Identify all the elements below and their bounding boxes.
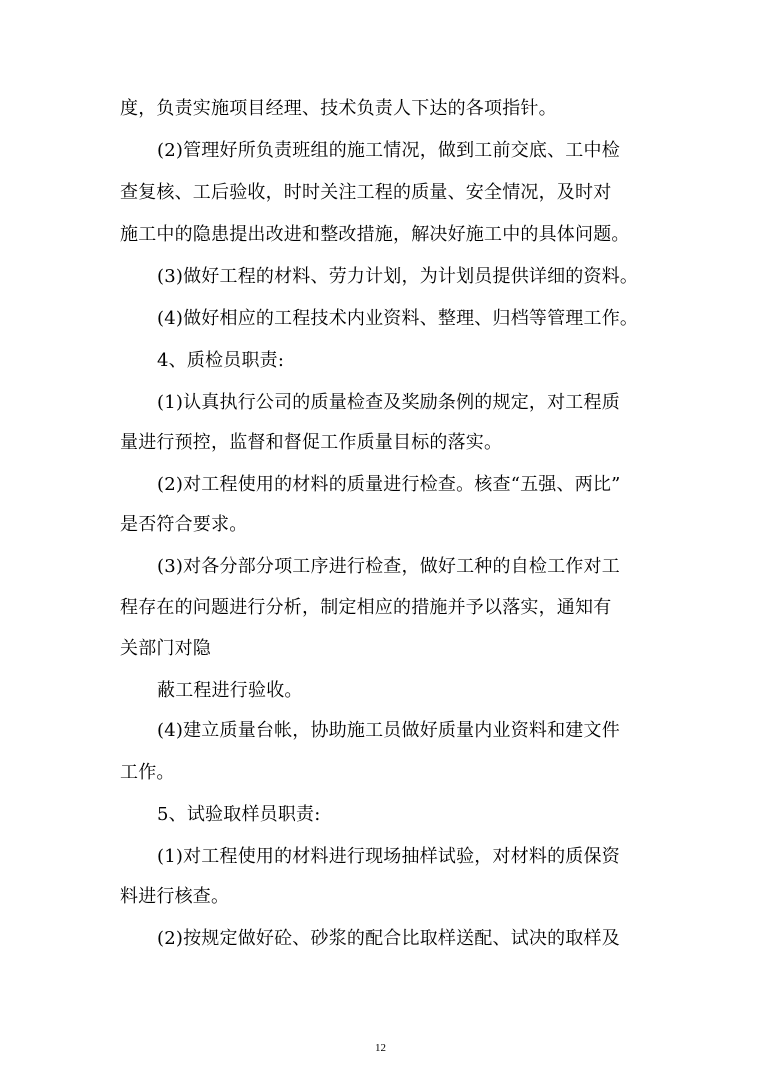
text-line-8: (1)认真执行公司的质量检查及奖励条例的规定，对工程质: [157, 392, 620, 413]
text-line-1: 度，负责实施项目经理、技术负责人下达的各项指针。: [120, 98, 557, 119]
text-line-9: 量进行预控，监督和督促工作质量目标的落实。: [120, 432, 503, 453]
text-line-20: 料进行核查。: [120, 886, 230, 907]
text-line-2: (2)管理好所负责班组的施工情况，做到工前交底、工中检: [157, 140, 620, 161]
text-line-4: 施工中的隐患提出改进和整改措施，解决好施工中的具体问题。: [120, 224, 630, 245]
text-line-17: 工作。: [120, 762, 175, 783]
text-line-10: (2)对工程使用的材料的质量进行检查。核查“五强、两比”: [157, 474, 621, 495]
section-heading-sampling-officer: 5、试验取样员职责:: [157, 804, 321, 825]
text-line-19: (1)对工程使用的材料进行现场抽样试验，对材料的质保资: [157, 846, 620, 867]
text-line-13: 程存在的问题进行分析，制定相应的措施并予以落实，通知有: [120, 597, 612, 618]
text-line-5: (3)做好工程的材料、劳力计划，为计划员提供详细的资料。: [157, 266, 639, 287]
text-line-21: (2)按规定做好砼、砂浆的配合比取样送配、试决的取样及: [157, 928, 620, 949]
text-line-16: (4)建立质量台帐，协助施工员做好质量内业资料和建文件: [157, 720, 620, 741]
page-number: 12: [375, 1042, 386, 1054]
text-line-15: 蔽工程进行验收。: [157, 680, 303, 701]
text-line-6: (4)做好相应的工程技术内业资料、整理、归档等管理工作。: [157, 308, 639, 329]
section-heading-quality-inspector: 4、质检员职责:: [157, 350, 285, 371]
text-line-12: (3)对各分部分项工序进行检查，做好工种的自检工作对工: [157, 556, 620, 577]
text-line-11: 是否符合要求。: [120, 514, 248, 535]
text-line-3: 查复核、工后验收，时时关注工程的质量、安全情况，及时对: [120, 182, 612, 203]
text-line-14: 关部门对隐: [120, 638, 211, 659]
